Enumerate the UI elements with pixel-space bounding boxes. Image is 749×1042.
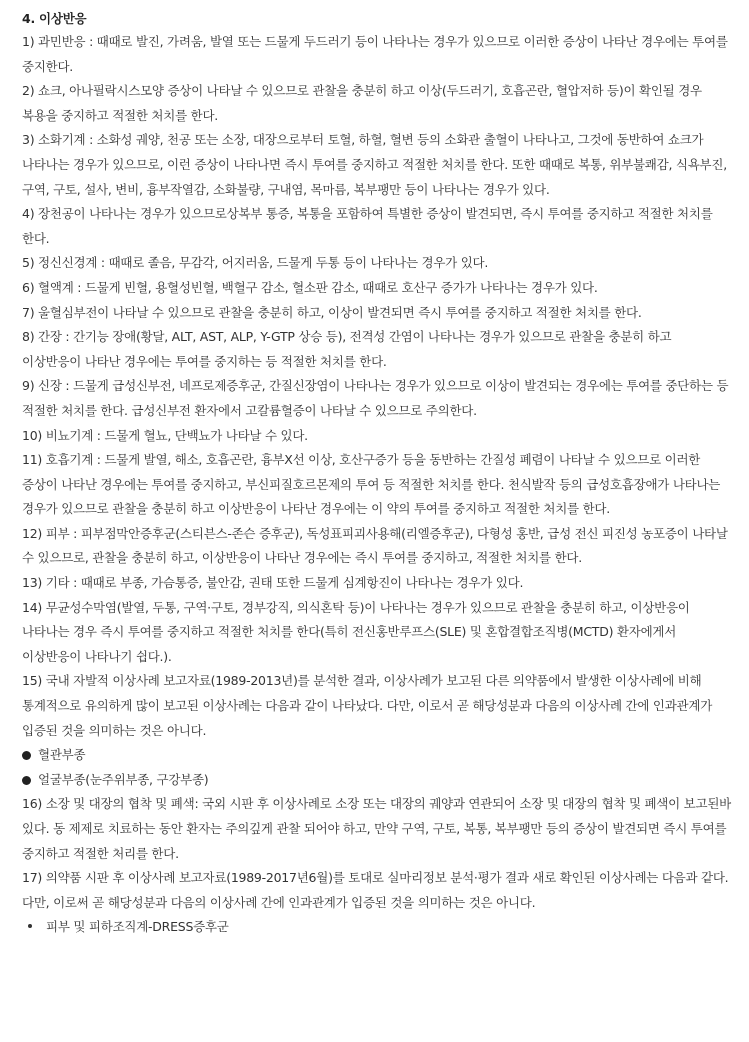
- paragraph-14: 14) 무균성수막염(발열, 두통, 구역·구토, 경부강직, 의식혼탁 등)이 나타나는 경우가 있으므로 관찰을 충분히 하고, 이상반응이 나타나는 경우 즉시 투여를 중지하고 적절한 처치를 한다(특히 전신홍반루프스(SLE) 및 혼합결합조직병(MCTD) 환자에게서 이상반응이 나타나기 쉽다.).: [22, 599, 690, 664]
- paragraph-16: 16) 소장 및 대장의 협착 및 폐색: 국외 시판 후 이상사례로 소장 또는 대장의 궤양과 연관되어 소장 및 대장의 협착 및 폐색이 보고된바 있다. 동 제제로 치료하는 동안 환자는 주의깊게 관찰 되어야 하고, 만약 구역, 구토, 복통, 복부팽만 등의 증상이 발견되면 즉시 투여를 중지하고 적절한 처리를 한다.: [22, 796, 731, 861]
- paragraph-17: 17) 의약품 시판 후 이상사례 보고자료(1989-2017년6월)를 토대로 실마리정보 분석·평가 결과 새로 확인된 이상사례는 다음과 같다. 다만, 이로써 곧 해당성분과 다음의 이상사례 간에 인과관계가 입증된 것을 의미하는 것은 아니다.: [22, 870, 729, 910]
- paragraph-10: 10) 비뇨기계 : 드물게 혈뇨, 단백뇨가 나타날 수 있다.: [22, 427, 308, 443]
- section-title: 4. 이상반응: [22, 11, 87, 26]
- filled-circle-bullet-icon: [22, 776, 31, 785]
- paragraph-11: 11) 호흡기계 : 드물게 발열, 해소, 호흡곤란, 흉부X선 이상, 호산구증가 등을 동반하는 간질성 폐렴이 나타날 수 있으므로 이러한 증상이 나타난 경우에는 투여를 중지하고, 부신피질호르몬제의 투여 등 적절한 처치를 한다. 천식발작 등의 급성호흡장애가 나타나는 경우가 있으므로 관찰을 충분히 하고 이상반응이 나타난 경우에는 이 약의 투여를 중지하고 적절한 처치를 한다.: [22, 452, 721, 517]
- paragraph-9: 9) 신장 : 드물게 급성신부전, 네프로제증후군, 간질신장염이 나타나는 경우가 있으므로 이상이 발견되는 경우에는 투여를 중단하는 등 적절한 처치를 한다. 급성신부전 환자에서 고칼륨혈증이 나타날 수 있으므로 주의한다.: [22, 378, 729, 418]
- filled-circle-bullet-icon: [22, 751, 31, 760]
- bullet-text: 혈관부종: [38, 747, 86, 763]
- paragraph-13: 13) 기타 : 때때로 부종, 가슴통증, 불안감, 권태 또한 드물게 심계항진이 나타나는 경우가 있다.: [22, 575, 524, 591]
- bullet-item: [22, 743, 733, 768]
- paragraph-8: 8) 간장 : 간기능 장애(황달, ALT, AST, ALP, Y-GTP 상승 등), 전격성 간염이 나타나는 경우가 있으므로 관찰을 충분히 하고 이상반응이 나타난 경우에는 투여를 중지하는 등 적절한 처치를 한다.: [22, 329, 672, 369]
- paragraph-5: 5) 정신신경계 : 때때로 졸음, 무감각, 어지러움, 드물게 두통 등이 나타나는 경우가 있다.: [22, 255, 489, 271]
- bullet-item: [22, 915, 733, 940]
- paragraph-4: 4) 장천공이 나타나는 경우가 있으므로상복부 통증, 복통을 포함하여 특별한 증상이 발견되면, 즉시 투여를 중지하고 적절한 처치를 한다.: [22, 206, 713, 246]
- paragraph-1: 1) 과민반응 : 때때로 발진, 가려움, 발열 또는 드물게 두드러기 등이 나타나는 경우가 있으므로 이러한 증상이 나타난 경우에는 투여를 중지한다.: [22, 34, 728, 74]
- small-dot-bullet-icon: [28, 924, 32, 928]
- paragraph-12: 12) 피부 : 피부점막안증후군(스티븐스-존슨 증후군), 독성표피괴사용해(리엘증후군), 다형성 홍반, 급성 전신 피진성 농포증이 나타날 수 있으므로, 관찰을 충분히 하고, 이상반응이 나타난 경우에는 즉시 투여를 중지하고, 적절한 처치를 한다.: [22, 525, 728, 566]
- bullet-item: [22, 768, 733, 793]
- paragraph-2: 2) 쇼크, 아나필락시스모양 증상이 나타날 수 있으므로 관찰을 충분히 하고 이상(두드러기, 호흡곤란, 혈압저하 등)이 확인될 경우 복용을 중지하고 적절한 처치를 한다.: [22, 83, 702, 123]
- paragraph-7: 7) 울혈심부전이 나타날 수 있으므로 관찰을 충분히 하고, 이상이 발견되면 즉시 투여를 중지하고 적절한 처치를 한다.: [22, 304, 642, 320]
- bullet-text: 얼굴부종(눈주위부종, 구강부종): [38, 771, 209, 787]
- paragraph-15: 15) 국내 자발적 이상사례 보고자료(1989-2013년)를 분석한 결과, 이상사례가 보고된 다른 의약품에서 발생한 이상사례에 비해 통계적으로 유의하게 많이 보고된 이상사례는 다음과 같이 나타났다. 다만, 이로서 곧 해당성분과 다음의 이상사례 간에 인과관계가 입증된 것을 의미하는 것은 아니다.: [22, 673, 713, 738]
- paragraph-3: 3) 소화기계 : 소화성 궤양, 천공 또는 소장, 대장으로부터 토혈, 하혈, 혈변 등의 소화관 출혈이 나타나고, 그것에 동반하여 쇼크가 나타나는 경우가 있으므로, 이런 증상이 나타나면 즉시 투여를 중지하고 적절한 처치를 한다. 또한 때때로 복통, 위부불쾌감, 식욕부진, 구역, 구토, 설사, 변비, 흉부작열감, 소화불량, 구내염, 목마름, 복부팽만 등이 나타나는 경우가 있다.: [22, 132, 727, 197]
- paragraph-6: 6) 혈액계 : 드물게 빈혈, 용혈성빈혈, 백혈구 감소, 혈소판 감소, 때때로 호산구 증가가 나타나는 경우가 있다.: [22, 279, 598, 295]
- bullet-text: 피부 및 피하조직계-DRESS증후군: [46, 919, 229, 935]
